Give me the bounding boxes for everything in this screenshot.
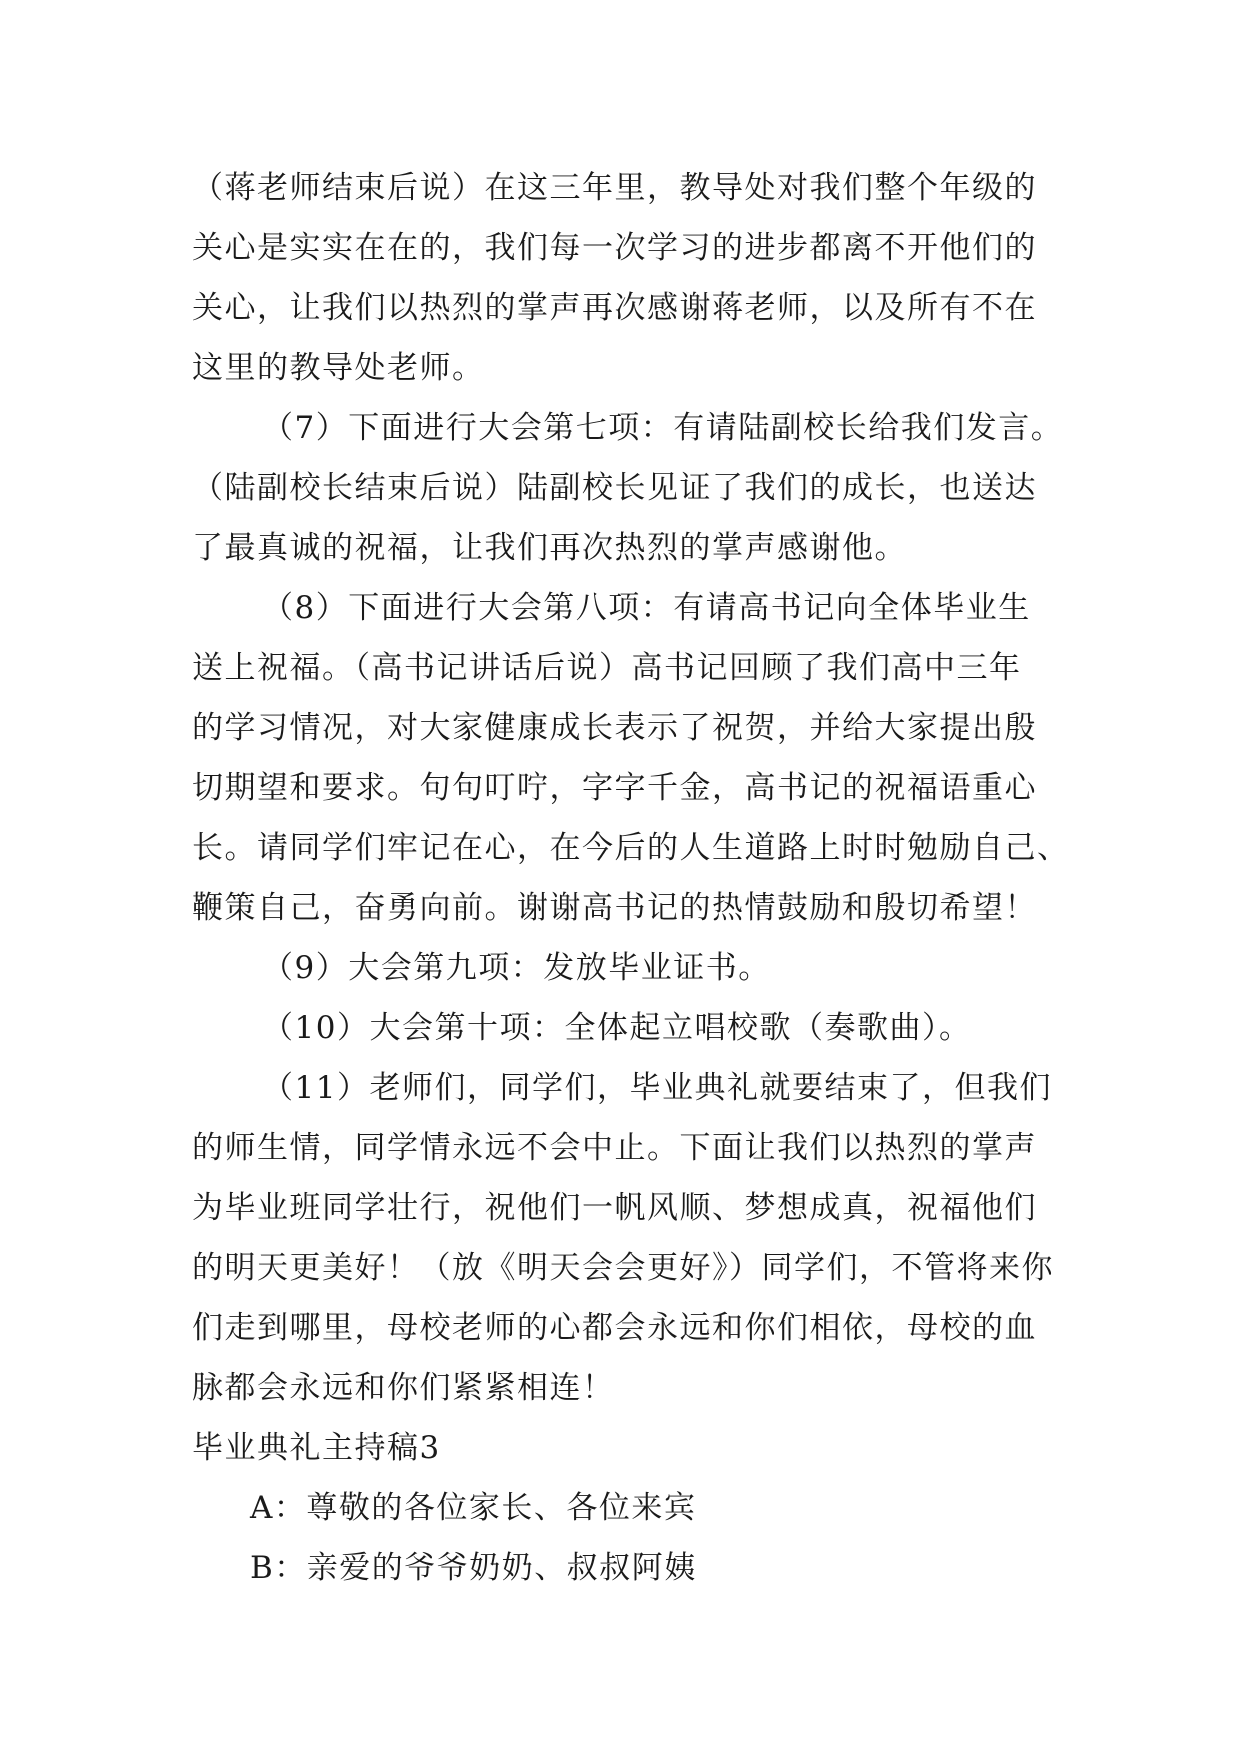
text-line: 的学习情况，对大家健康成长表示了祝贺，并给大家提出殷 — [192, 710, 1037, 746]
text-line: 鞭策自己，奋勇向前。谢谢高书记的热情鼓励和殷切希望！ — [192, 890, 1037, 926]
text-line: 送上祝福。（高书记讲话后说）高书记回顾了我们高中三年 — [192, 650, 1022, 686]
text-line: B：亲爱的爷爷奶奶、叔叔阿姨 — [250, 1550, 697, 1586]
text-line: 脉都会永远和你们紧紧相连！ — [192, 1370, 615, 1406]
text-line: 长。请同学们牢记在心，在今后的人生道路上时时勉励自己、 — [192, 830, 1070, 866]
text-line: 关心是实实在在的，我们每一次学习的进步都离不开他们的 — [192, 230, 1037, 266]
document-body — [192, 158, 1072, 1598]
text-line: （陆副校长结束后说）陆副校长见证了我们的成长，也送达 — [192, 470, 1037, 506]
text-line: （10）大会第十项：全体起立唱校歌（奏歌曲）。 — [262, 1010, 972, 1046]
text-line: 的师生情，同学情永远不会中止。下面让我们以热烈的掌声 — [192, 1130, 1037, 1166]
text-line: 们走到哪里，母校老师的心都会永远和你们相依，母校的血 — [192, 1310, 1037, 1346]
text-line: 关心，让我们以热烈的掌声再次感谢蒋老师，以及所有不在 — [192, 290, 1037, 326]
text-line: 的明天更美好！（放《明天会会更好》）同学们，不管将来你 — [192, 1250, 1054, 1286]
text-line: 毕业典礼主持稿3 — [192, 1430, 441, 1466]
text-line: 为毕业班同学壮行，祝他们一帆风顺、梦想成真，祝福他们 — [192, 1190, 1037, 1226]
text-line: 这里的教导处老师。 — [192, 350, 485, 386]
text-line: （7）下面进行大会第七项：有请陆副校长给我们发言。 — [262, 410, 1064, 446]
text-line: A：尊敬的各位家长、各位来宾 — [250, 1490, 697, 1526]
text-line: （8）下面进行大会第八项：有请高书记向全体毕业生 — [262, 590, 1031, 626]
text-line: （9）大会第九项：发放毕业证书。 — [262, 950, 771, 986]
text-line: （蒋老师结束后说）在这三年里，教导处对我们整个年级的 — [192, 170, 1037, 206]
text-line: 了最真诚的祝福，让我们再次热烈的掌声感谢他。 — [192, 530, 907, 566]
text-line: （11）老师们，同学们，毕业典礼就要结束了，但我们 — [262, 1070, 1052, 1106]
text-line: 切期望和要求。句句叮咛，字字千金，高书记的祝福语重心 — [192, 770, 1037, 806]
